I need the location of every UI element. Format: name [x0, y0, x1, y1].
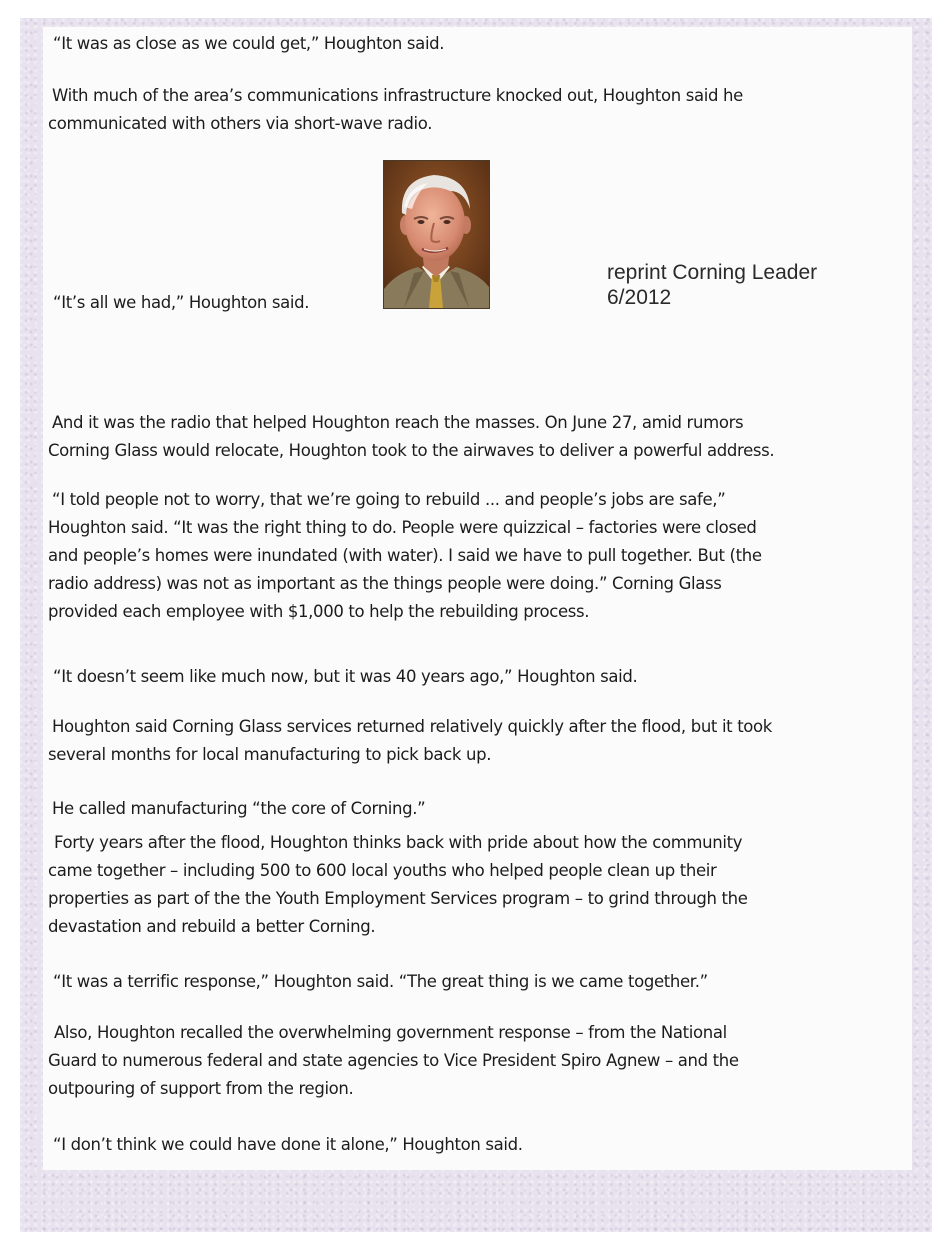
text-line: “I don’t think we could have done it alone,” Houghton said. — [53, 1135, 523, 1154]
text-line: Guard to numerous federal and state agencies to Vice President Spiro Agnew – and the — [48, 1051, 739, 1070]
text-line: Houghton said Corning Glass services returned relatively quickly after the flood, but it took — [52, 717, 773, 736]
paragraph — [53, 289, 309, 317]
paragraph — [53, 30, 444, 58]
text-line: radio address) was not as important as the things people were doing.” Corning Glass — [48, 574, 722, 593]
photo-caption — [607, 260, 817, 310]
paragraph — [48, 409, 774, 465]
paragraph — [53, 663, 637, 691]
text-line: “It was a terrific response,” Houghton said. “The great thing is we came together.” — [53, 972, 708, 991]
paragraph — [48, 713, 772, 769]
text-line: communicated with others via short-wave radio. — [48, 114, 433, 133]
caption-date: 6/2012 — [607, 286, 672, 309]
text-line: With much of the area’s communications infrastructure knocked out, Houghton said he — [52, 86, 743, 105]
text-line: and people’s homes were inundated (with water). I said we have to pull together. But (the — [48, 546, 762, 565]
text-line: He called manufacturing “the core of Corning.” — [52, 799, 426, 818]
text-line: Forty years after the flood, Houghton thinks back with pride about how the community — [54, 833, 743, 852]
paragraph — [48, 829, 748, 941]
paragraph — [53, 968, 708, 996]
portrait-photo-icon — [384, 161, 489, 308]
paragraph — [48, 486, 762, 626]
text-line: “I told people not to worry, that we’re going to rebuild ... and people’s jobs are safe,” — [52, 490, 726, 509]
text-line: Corning Glass would relocate, Houghton took to the airwaves to deliver a powerful address. — [48, 441, 775, 460]
text-line: And it was the radio that helped Houghton reach the masses. On June 27, amid rumors — [52, 413, 744, 432]
text-line: Also, Houghton recalled the overwhelming government response – from the National — [54, 1023, 727, 1042]
text-line: “It doesn’t seem like much now, but it was 40 years ago,” Houghton said. — [53, 667, 638, 686]
paragraph — [52, 795, 425, 823]
text-line: devastation and rebuild a better Corning. — [48, 917, 376, 936]
text-line: came together – including 500 to 600 local youths who helped people clean up their — [48, 861, 717, 880]
text-line: Houghton said. “It was the right thing to do. People were quizzical – factories were closed — [48, 518, 757, 537]
caption-source: reprint Corning Leader — [607, 261, 818, 284]
text-line: “It was as close as we could get,” Houghton said. — [53, 34, 445, 53]
text-line: several months for local manufacturing to pick back up. — [48, 745, 492, 764]
paragraph — [53, 1131, 523, 1159]
text-line: provided each employee with $1,000 to help the rebuilding process. — [48, 602, 590, 621]
text-line: “It’s all we had,” Houghton said. — [53, 293, 310, 312]
text-line: properties as part of the the Youth Employment Services program – to grind through the — [48, 889, 748, 908]
paragraph — [48, 1019, 739, 1103]
portrait-photo — [383, 160, 490, 309]
paragraph — [48, 82, 743, 138]
text-line: outpouring of support from the region. — [48, 1079, 354, 1098]
